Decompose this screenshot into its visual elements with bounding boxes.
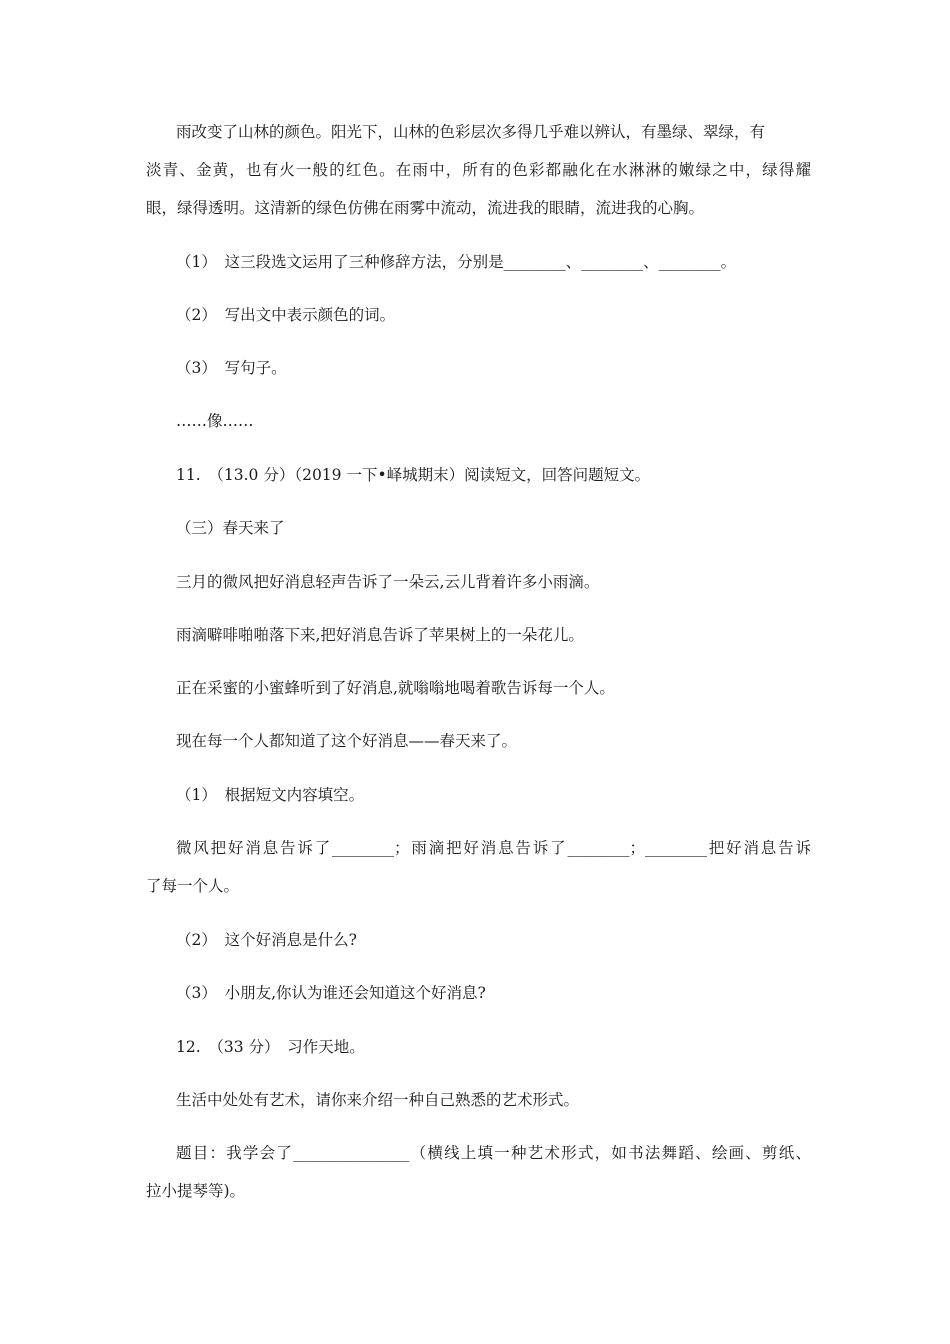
q11-sub2: （2） 这个好消息是什么? (176, 931, 357, 949)
q11-title: （三）春天来了 (176, 519, 285, 537)
passage-line-2: 淡青、金黄，也有火一般的红色。在雨中，所有的色彩都融化在水淋淋的嫩绿之中，绿得耀 (146, 161, 811, 179)
q12-intro: 生活中处处有艺术，请你来介绍一种自己熟悉的艺术形式。 (176, 1091, 580, 1109)
q10-sub1: （1） 这三段选文运用了三种修辞方法，分别是________、________、________。 (176, 253, 737, 271)
passage-line-1: 雨改变了山林的颜色。阳光下，山林的色彩层次多得几乎难以辨认，有墨绿、翠绿，有 (176, 123, 766, 141)
q11-paragraph-3: 正在采蜜的小蜜蜂听到了好消息,就嗡嗡地喝着歌告诉每一个人。 (176, 679, 615, 697)
q11-fill-line-2: 了每一个人。 (146, 877, 240, 895)
q11-sub1: （1） 根据短文内容填空。 (176, 786, 365, 804)
q11-sub3: （3） 小朋友,你认为谁还会知道这个好消息? (176, 984, 486, 1002)
passage-line-3: 眼，绿得透明。这清新的绿色仿佛在雨雾中流动，流进我的眼睛，流进我的心胸。 (146, 199, 705, 217)
q12-topic-line-1: 题目：我学会了_______________（横线上填一种艺术形式，如书法舞蹈、绘画、剪纸、 (176, 1144, 811, 1162)
q10-sub2: （2） 写出文中表示颜色的词。 (176, 306, 396, 324)
q11-heading: 11. （13.0 分）（2019 一下•峄城期末）阅读短文，回答问题短文。 (176, 466, 651, 484)
q10-sub3: （3） 写句子。 (176, 359, 287, 377)
q11-fill-line-1: 微风把好消息告诉了________；雨滴把好消息告诉了________；________把好消息告诉 (176, 839, 811, 857)
q12-topic-line-2: 拉小提琴等)。 (146, 1182, 246, 1200)
q11-paragraph-1: 三月的微风把好消息轻声告诉了一朵云,云儿背着许多小雨滴。 (176, 573, 600, 591)
q11-paragraph-2: 雨滴噼啡啪啪落下来,把好消息告诉了苹果树上的一朵花儿。 (176, 626, 584, 644)
q10-sentence-pattern: ……像…… (176, 412, 254, 430)
q12-heading: 12. （33 分） 习作天地。 (176, 1038, 365, 1056)
q11-paragraph-4: 现在每一个人都知道了这个好消息——春天来了。 (176, 732, 518, 750)
